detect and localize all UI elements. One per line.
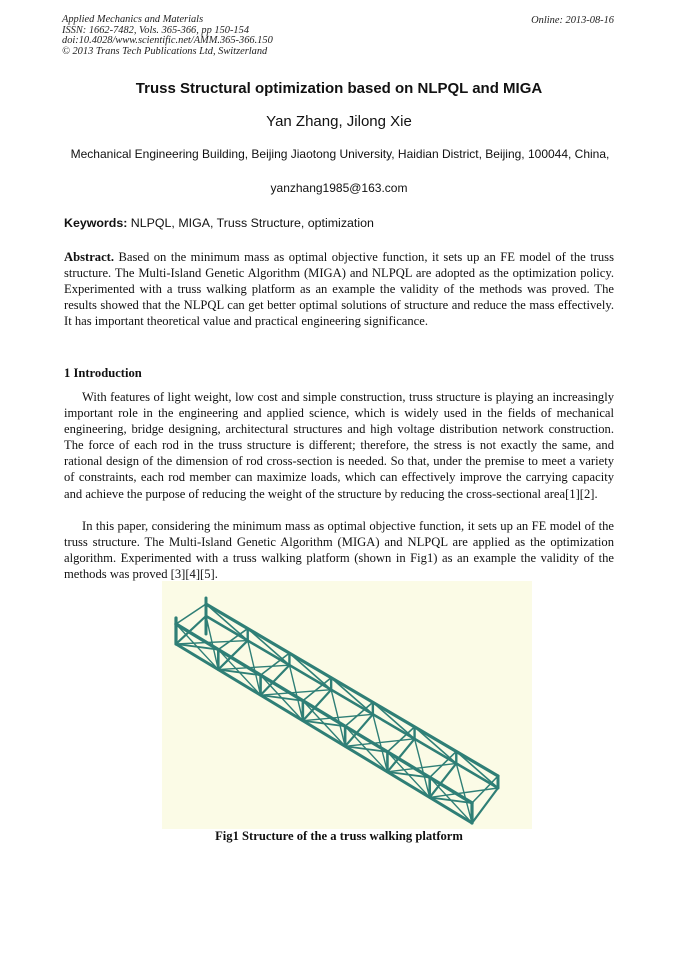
back-diagonal: [289, 653, 331, 690]
intro-paragraph-1: With features of light weight, low cost and simple construction, truss structure is playing an increasingly important role in the engineering and applied science, which is widely used in the fields of mechanical engineering, bridge designing, architectural structures and high voltage distribution network construction. The force of each rod in the truss structure is different; therefore, the stress is not exactly the same, and rational design of the dimension of rod cross-section is needed. So that, under the premise to meet a variety of constraints, each rod member can maximize loads, which can effectively improve the carrying capacity and achieve the purpose of reducing the weight of the structure by reducing the cross-sectional area[1][2].: [64, 390, 614, 501]
keywords-text: NLPQL, MIGA, Truss Structure, optimization: [127, 216, 374, 230]
author-email[interactable]: yanzhang1985@163.com: [270, 181, 408, 195]
issn-line: ISSN: 1662-7482, Vols. 365-366, pp 150-154: [62, 24, 250, 36]
back-diagonal: [206, 604, 248, 641]
journal-header: [62, 15, 273, 57]
online-date: Online: 2013-08-16: [531, 15, 614, 26]
abstract-text: Based on the minimum mass as optimal objective function, it sets up an FE model of the truss structure. The Multi-Island Genetic Algorithm (MIGA) and NLPQL are adopted as the optimization policy. Experimented with a truss walking platform as an example the validity of the methods was proved. The results showed that the NLPQL can get better optimal solutions of structure and reduce the mass effectively. It has important theoretical value and practical engineering significance.: [64, 250, 614, 329]
paper-title: Truss Structural optimization based on NLPQL and MIGA: [135, 80, 543, 97]
abstract: [64, 249, 614, 329]
journal-name: Applied Mechanics and Materials: [62, 14, 204, 25]
floor-cross-beam: [472, 788, 498, 823]
truss-figure: [162, 581, 532, 829]
doi-line: doi:10.4028/www.scientific.net/AMM.365-366.150: [62, 35, 273, 47]
figure-caption: Fig1 Structure of the a truss walking platform: [215, 829, 463, 843]
abstract-label: Abstract.: [64, 250, 115, 264]
truss-illustration: [162, 581, 532, 829]
authors: Yan Zhang, Jilong Xie: [266, 113, 412, 130]
keywords-label: Keywords:: [64, 216, 128, 230]
copyright-line: © 2013 Trans Tech Publications Ltd, Switzerland: [62, 45, 268, 57]
intro-paragraph-2: In this paper, considering the minimum mass as optimal objective function, it sets up an FE model of the truss structure. The Multi-Island Genetic Algorithm (MIGA) and NLPQL are applied as the optimization algorithm. Experimented with a truss walking platform (shown in Fig1) as an example the validity of the methods was proved [3][4][5].: [64, 519, 614, 582]
section-heading-introduction: 1 Introduction: [64, 366, 142, 380]
affiliation: Mechanical Engineering Building, Beijing Jiaotong University, Haidian District, Beijing, 100044, China,: [70, 147, 610, 161]
back-diagonal: [248, 629, 290, 666]
keywords: [64, 216, 374, 230]
back-diagonal: [331, 678, 373, 715]
